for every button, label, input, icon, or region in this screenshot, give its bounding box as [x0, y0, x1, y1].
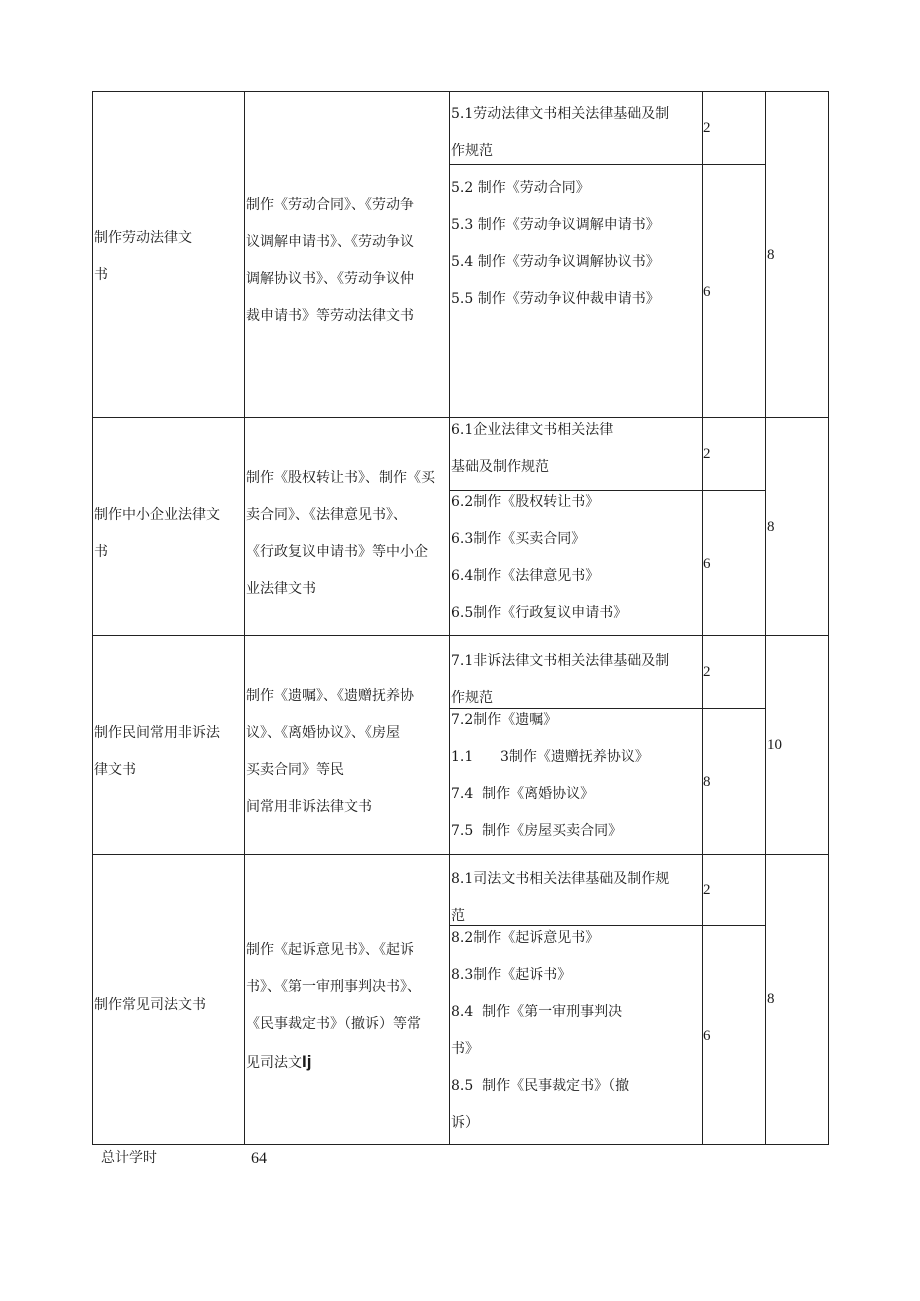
module-total-hours: 8: [767, 991, 775, 1007]
subitem-hours: 8: [703, 774, 711, 790]
content-line-glyph: Ij: [302, 1052, 312, 1071]
module-content: [246, 187, 414, 335]
module-name: [94, 715, 220, 789]
subitem-line: 诉）: [451, 1115, 479, 1131]
content-line: 制作《遗嘱》、《遗赠抚养协: [246, 688, 414, 704]
module-name-line: 书: [94, 544, 108, 560]
content-line: 制作《劳动合同》、《劳动争: [246, 197, 414, 213]
subitem-line: 5.2 制作《劳动合同》: [451, 180, 590, 196]
module-content: [246, 678, 414, 826]
subitem-hours: 2: [703, 120, 711, 136]
content-line: 议》、《离婚协议》、《房屋: [246, 725, 400, 741]
module-name: [94, 497, 220, 571]
subitem-line: 6.1企业法律文书相关法律: [451, 422, 614, 438]
module-name-line: 制作常见司法文书: [94, 997, 206, 1013]
subitem-line: 书》: [451, 1041, 479, 1057]
subitem-line: 基础及制作规范: [451, 459, 549, 475]
content-line-text: 见司法文: [246, 1055, 302, 1071]
content-line: 制作《起诉意见书》、《起诉: [246, 942, 414, 958]
subitem-list: [451, 170, 660, 318]
subitem-list: [451, 484, 627, 632]
module-name-line: 律文书: [94, 762, 136, 778]
table-left-border: [92, 91, 93, 1145]
module-name-line: 制作中小企业法律文: [94, 507, 220, 523]
subitem-line: 5.3 制作《劳动争议调解申请书》: [451, 217, 660, 233]
table-bottom-border: [92, 1144, 829, 1145]
subitem-list: [451, 702, 649, 850]
content-line: 业法律文书: [246, 581, 316, 597]
subitem-line: 7.1非诉法律文书相关法律基础及制: [451, 653, 670, 669]
row-divider-2: [92, 635, 829, 636]
subitem-hours: 2: [703, 446, 711, 462]
content-line: 买卖合同》等民: [246, 762, 344, 778]
content-line: 调解协议书》、《劳动争议仲: [246, 271, 414, 287]
module-total-hours: 10: [767, 737, 782, 753]
subitem-hours: 6: [703, 284, 711, 300]
module-total-hours: 8: [767, 519, 775, 535]
subitem-line: 1.1 3制作《遗赠抚养协议》: [451, 749, 649, 765]
col-divider-hours: [765, 91, 766, 1145]
subitem-hours: 2: [703, 664, 711, 680]
subitem-hours: 2: [703, 882, 711, 898]
content-line: 书》、《第一审刑事判决书》、: [246, 979, 421, 995]
subitem-line: 8.5 制作《民事裁定书》（撤: [451, 1078, 630, 1094]
row-divider-3: [92, 854, 829, 855]
module-name-line: 制作民间常用非诉法: [94, 725, 220, 741]
table-right-border: [828, 91, 829, 1145]
subitem-line: 7.5 制作《房屋买卖合同》: [451, 823, 623, 839]
subitem-line: 6.3制作《买卖合同》: [451, 531, 586, 547]
subitem-line: 范: [451, 908, 465, 924]
subitem-line: 8.2制作《起诉意见书》: [451, 930, 600, 946]
content-line: [246, 1043, 421, 1082]
content-line: 制作《股权转让书》、制作《买: [246, 470, 435, 486]
total-hours-label: 总计学时: [101, 1150, 157, 1166]
subitem-line: 作规范: [451, 143, 493, 159]
subitem-hours: 6: [703, 1028, 711, 1044]
content-line: 卖合同》、《法律意见书》、: [246, 507, 407, 523]
col-divider-subitem: [702, 91, 703, 1145]
col-divider-module: [244, 91, 245, 1145]
subitem-intro: [451, 96, 669, 170]
table-top-border: [92, 91, 829, 92]
subitem-line: 6.5制作《行政复议申请书》: [451, 605, 628, 621]
subitem-list: [451, 920, 629, 1142]
subitem-intro: [451, 412, 613, 486]
module-name-line: 制作劳动法律文: [94, 230, 192, 246]
subitem-line: 5.5 制作《劳动争议仲裁申请书》: [451, 291, 660, 307]
content-line: 《行政复议申请书》等中小企: [246, 544, 428, 560]
module-total-hours: 8: [767, 247, 775, 263]
subitem-hours: 6: [703, 556, 711, 572]
subitem-line: 作规范: [451, 690, 493, 706]
subitem-line: 7.4 制作《离婚协议》: [451, 786, 595, 802]
module-name-line: 书: [94, 267, 108, 283]
subitem-line: 8.4 制作《第一审刑事判决: [451, 1004, 623, 1020]
subitem-line: 5.4 制作《劳动争议调解协议书》: [451, 254, 660, 270]
subitem-line: 8.1司法文书相关法律基础及制作规: [451, 871, 670, 887]
subitem-line: 8.3制作《起诉书》: [451, 967, 572, 983]
subitem-line: 6.2制作《股权转让书》: [451, 494, 600, 510]
module-content: [246, 460, 435, 608]
module-name: [94, 987, 206, 1024]
content-line: 裁申请书》等劳动法律文书: [246, 308, 414, 324]
subitem-line: 6.4制作《法律意见书》: [451, 568, 600, 584]
module-name: [94, 220, 192, 294]
content-line: 议调解申请书》、《劳动争议: [246, 234, 414, 250]
subitem-line: 5.1劳动法律文书相关法律基础及制: [451, 106, 670, 122]
total-hours-value: 64: [251, 1150, 267, 1167]
content-line: 间常用非诉法律文书: [246, 799, 372, 815]
module-content: [246, 932, 421, 1082]
col-divider-content: [449, 91, 450, 1145]
subitem-line: 7.2制作《遗嘱》: [451, 712, 558, 728]
content-line: 《民事裁定书》（撤诉）等常: [246, 1016, 421, 1032]
